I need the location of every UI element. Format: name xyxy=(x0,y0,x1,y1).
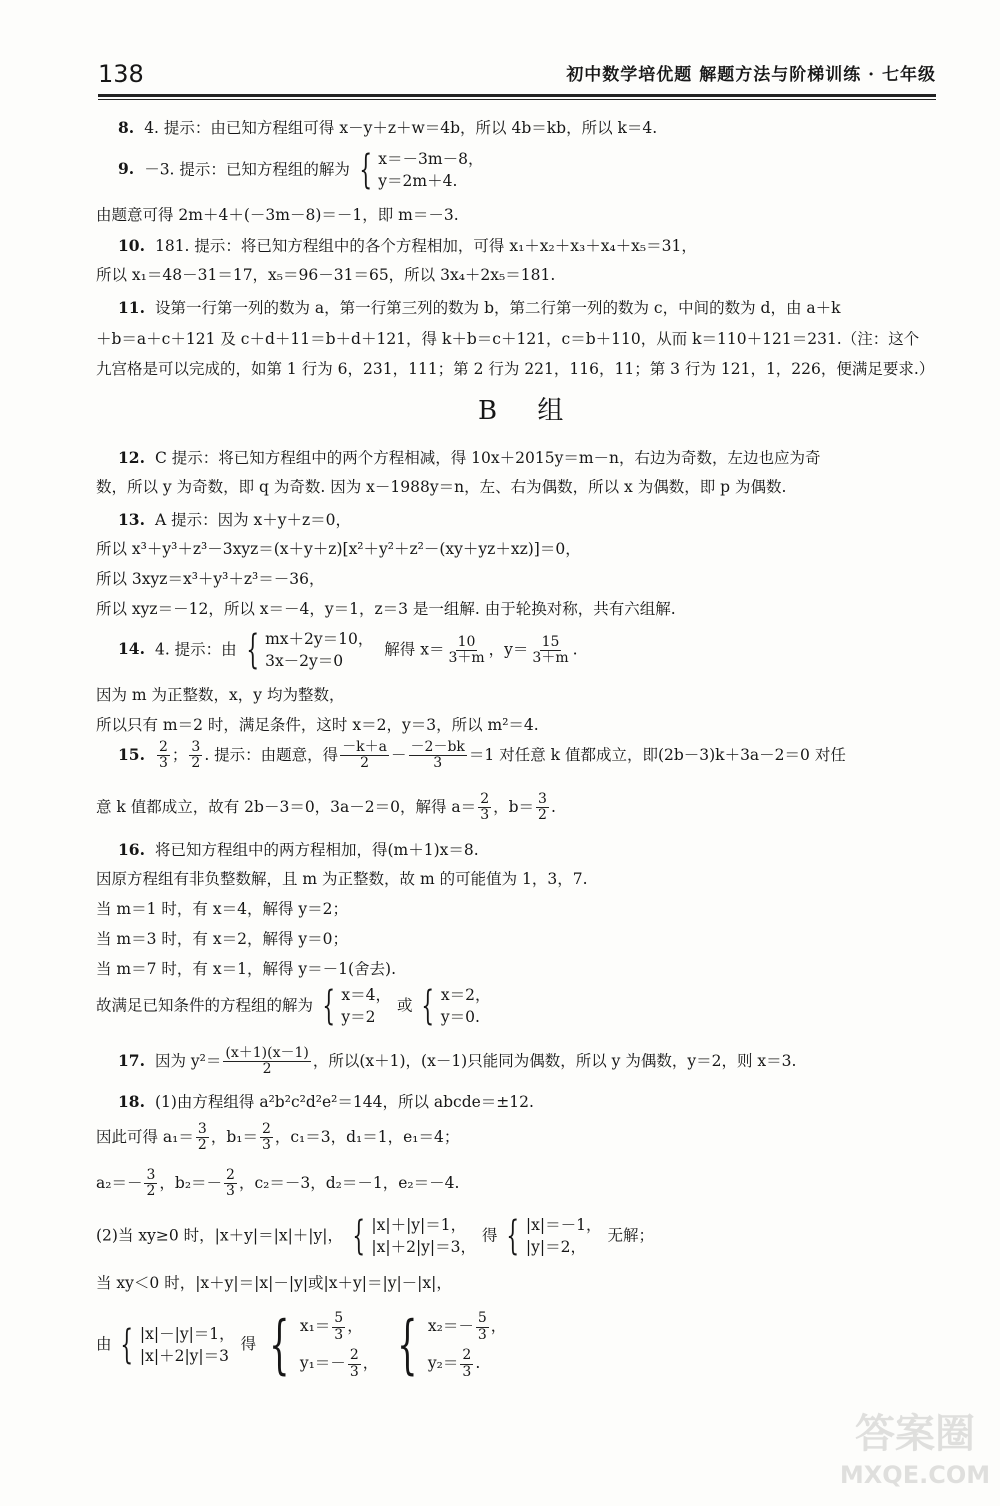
problem-13-cont2: 所以 3xyz＝x³＋y³＋z³＝－36， xyxy=(96,570,325,588)
problem-10-cont: 所以 x₁＝48－31＝17，x₅＝96－31＝65，所以 3x₄＋2x₅＝181. xyxy=(96,266,556,284)
equation-system: { |x|＋|y|＝1， |x|＋2|y|＝3， xyxy=(352,1213,477,1260)
problem-11: 11. 设第一行第一列的数为 a，第一行第三列的数为 b，第二行第一列的数为 c，中间的数为 d，由 a＋k xyxy=(118,298,841,317)
fraction: $\frac{2}{3}$ xyxy=(480,791,490,824)
problem-9-cont: 由题意可得 2m＋4＋(－3m－8)＝－1，即 m＝－3. xyxy=(96,206,459,224)
problem-16-cont2: 当 m＝1 时，有 x＝4，解得 y＝2； xyxy=(96,900,348,918)
fraction: $\frac{5}{3}$ xyxy=(477,1310,487,1343)
equation-system: { x₁＝ $\frac{5}{3}$ ， y₁＝－ $\frac{2}{3}$ ， xyxy=(269,1308,379,1383)
equation-system: { x＝－3m－8， y＝2m＋4. xyxy=(359,147,484,194)
watermark-top: 答案圈 xyxy=(855,1411,975,1457)
section-title: B 组 xyxy=(478,396,580,426)
watermark-logo xyxy=(840,1399,990,1494)
equation-system: { x＝2， y＝0. xyxy=(421,983,491,1030)
fraction: $\frac{2}{3}$ xyxy=(349,1347,359,1380)
header-rule-thin xyxy=(98,99,936,100)
fraction: $\frac{(x+1)(x-1)}{2}$ xyxy=(225,1045,309,1078)
problem-13: 13. A 提示：因为 x＋y＋z＝0， xyxy=(118,510,352,529)
fraction: $\frac{3}{2}$ xyxy=(538,791,547,824)
fraction: $\frac{2}{3}$ xyxy=(462,1347,472,1380)
fraction: $\frac{2}{3}$ xyxy=(261,1121,271,1154)
problem-18: 18. (1)由方程组得 a²b²c²d²e²＝144，所以 abcde＝±12. xyxy=(118,1092,534,1111)
problem-13-cont: 所以 x³＋y³＋z³－3xyz＝(x＋y＋z)[x²＋y²＋z²－(xy＋yz＋xz)]＝0， xyxy=(96,540,581,558)
fraction: $\frac{3}{2}$ xyxy=(191,739,201,772)
equation-system: { |x|＝－1， |y|＝2， xyxy=(506,1213,602,1260)
problem-12: 12. C 提示：将已知方程组中的两个方程相减，得 10x＋2015y＝m－n，右边为奇数，左边也应为奇 xyxy=(118,448,821,467)
problem-16-cont4: 当 m＝7 时，有 x＝1，解得 y＝－1(舍去). xyxy=(96,960,397,978)
fraction: $\frac{2}{3}$ xyxy=(226,1167,235,1200)
fraction: $\frac{-2-bk}{3}$ xyxy=(410,739,465,772)
problem-9: 9. －3. 提示：已知方程组的解为 { x＝－3m－8， y＝2m＋4. xyxy=(118,148,489,193)
equation-system: { x₂＝－ $\frac{5}{3}$ ， y₂＝ $\frac{2}{3}$ . xyxy=(397,1308,507,1383)
fraction: $\frac{10}{3+m}$ xyxy=(448,633,485,666)
equation-system: { |x|－|y|＝1， |x|＋2|y|＝3 xyxy=(120,1322,235,1369)
problem-18-part2: (2)当 xy≥0 时，|x＋y|＝|x|＋|y|， { |x|＋|y|＝1， |x|＋2|y|＝3， 得 { |x|＝－1， |y|＝2， 无解； xyxy=(96,1213,654,1260)
problem-16: 16. 将已知方程组中的两方程相加，得(m＋1)x＝8. xyxy=(118,840,479,859)
header-rule xyxy=(98,94,936,97)
problem-14-cont: 因为 m 为正整数，x，y 均为整数， xyxy=(96,686,345,704)
fraction: $\frac{2}{3}$ xyxy=(158,739,168,772)
problem-14: 14. 4. 提示：由 { mx＋2y＝10， 3x－2y＝0 解得 x＝ $\frac{10}{3+m}$ ，y＝ $\frac{15}{3+m}$ . xyxy=(118,627,578,674)
page-header xyxy=(98,52,936,98)
book-title: 初中数学培优题 解题方法与阶梯训练 · 七年级 xyxy=(566,65,936,85)
problem-16-cont3: 当 m＝3 时，有 x＝2，解得 y＝0； xyxy=(96,930,348,948)
watermark-bottom: MXQE.COM xyxy=(840,1461,990,1489)
problem-12-cont: 数，所以 y 为奇数，即 q 为奇数. 因为 x－1988y＝n，左、右为偶数，所以 x 为偶数，即 p 为偶数. xyxy=(96,478,787,496)
fraction: $\frac{3}{2}$ xyxy=(146,1167,156,1200)
fraction: $\frac{15}{3+m}$ xyxy=(532,633,569,666)
problem-16-solution: 故满足已知条件的方程组的解为 { x＝4， y＝2 或 { x＝2， y＝0. xyxy=(96,984,497,1029)
problem-14-cont2: 所以只有 m＝2 时，满足条件，这时 x＝2，y＝3，所以 m²＝4. xyxy=(96,716,539,734)
problem-18-solution: 由 { |x|－|y|＝1， |x|＋2|y|＝3 得 { x₁＝ $\frac{5}{3}$ ， y₁＝－ $\frac{2}{3}$ ， { x₂＝－ $\frac{5}{3}$ ， y₂＝ $\frac{2}{3}$ . xyxy=(96,1308,512,1382)
problem-13-cont3: 所以 xyz＝－12，所以 x＝－4，y＝1，z＝3 是一组解. 由于轮换对称，共有六组解. xyxy=(96,600,676,618)
fraction: $\frac{-k+a}{2}$ xyxy=(342,739,388,772)
problem-8: 8. 4. 提示：由已知方程组可得 x－y＋z＋w＝4b，所以 4b＝kb，所以 k＝4. xyxy=(118,118,658,137)
problem-15-cont: 意 k 值都成立，故有 2b－3＝0，3a－2＝0，解得 a＝ $\frac{2}{3}$ ，b＝ $\frac{3}{2}$ . xyxy=(96,791,556,824)
problem-17: 17. 因为 y²＝ $\frac{(x+1)(x-1)}{2}$ ，所以(x＋1)，(x－1)只能同为偶数，所以 y 为偶数，y＝2，则 x＝3. xyxy=(118,1045,797,1078)
equation-system: { mx＋2y＝10， 3x－2y＝0 xyxy=(245,627,374,674)
problem-18-cont2: a₂＝－ $\frac{3}{2}$ ，b₂＝－ $\frac{2}{3}$ ，c₂＝－3，d₂＝－1，e₂＝－4. xyxy=(96,1167,460,1200)
problem-11-cont: ＋b＝a＋c＋121 及 c＋d＋11＝b＋d＋121，得 k＋b＝c＋121，c＝b＋110，从而 k＝110＋121＝231.（注：这个 xyxy=(96,330,920,348)
fraction: $\frac{5}{3}$ xyxy=(334,1310,344,1343)
problem-18-cont3: 当 xy＜0 时，|x＋y|＝|x|－|y|或|x＋y|＝|y|－|x|， xyxy=(96,1274,452,1292)
problem-18-cont: 因此可得 a₁＝ $\frac{3}{2}$ ，b₁＝ $\frac{2}{3}$ ，c₁＝3，d₁＝1，e₁＝4； xyxy=(96,1121,460,1154)
page-number: 138 xyxy=(98,60,144,88)
problem-16-cont: 因原方程组有非负整数解，且 m 为正整数，故 m 的可能值为 1，3，7. xyxy=(96,870,588,888)
equation-system: { x＝4， y＝2 xyxy=(322,983,392,1030)
problem-11-cont2: 九宫格是可以完成的，如第 1 行为 6，231，111；第 2 行为 221，116，11；第 3 行为 121，1，226，便满足要求.） xyxy=(96,360,935,378)
fraction: $\frac{3}{2}$ xyxy=(197,1121,207,1154)
problem-15: 15. $\frac{2}{3}$ ； $\frac{3}{2}$ . 提示：由题意，得 $\frac{-k+a}{2}$ － $\frac{-2-bk}{3}$ ＝1 对任意 k 值都成立，即(2b－3)k＋3a－2＝0 对任 xyxy=(118,739,846,772)
problem-10: 10. 181. 提示：将已知方程组中的各个方程相加，可得 x₁＋x₂＋x₃＋x₄＋x₅＝31， xyxy=(118,236,697,255)
